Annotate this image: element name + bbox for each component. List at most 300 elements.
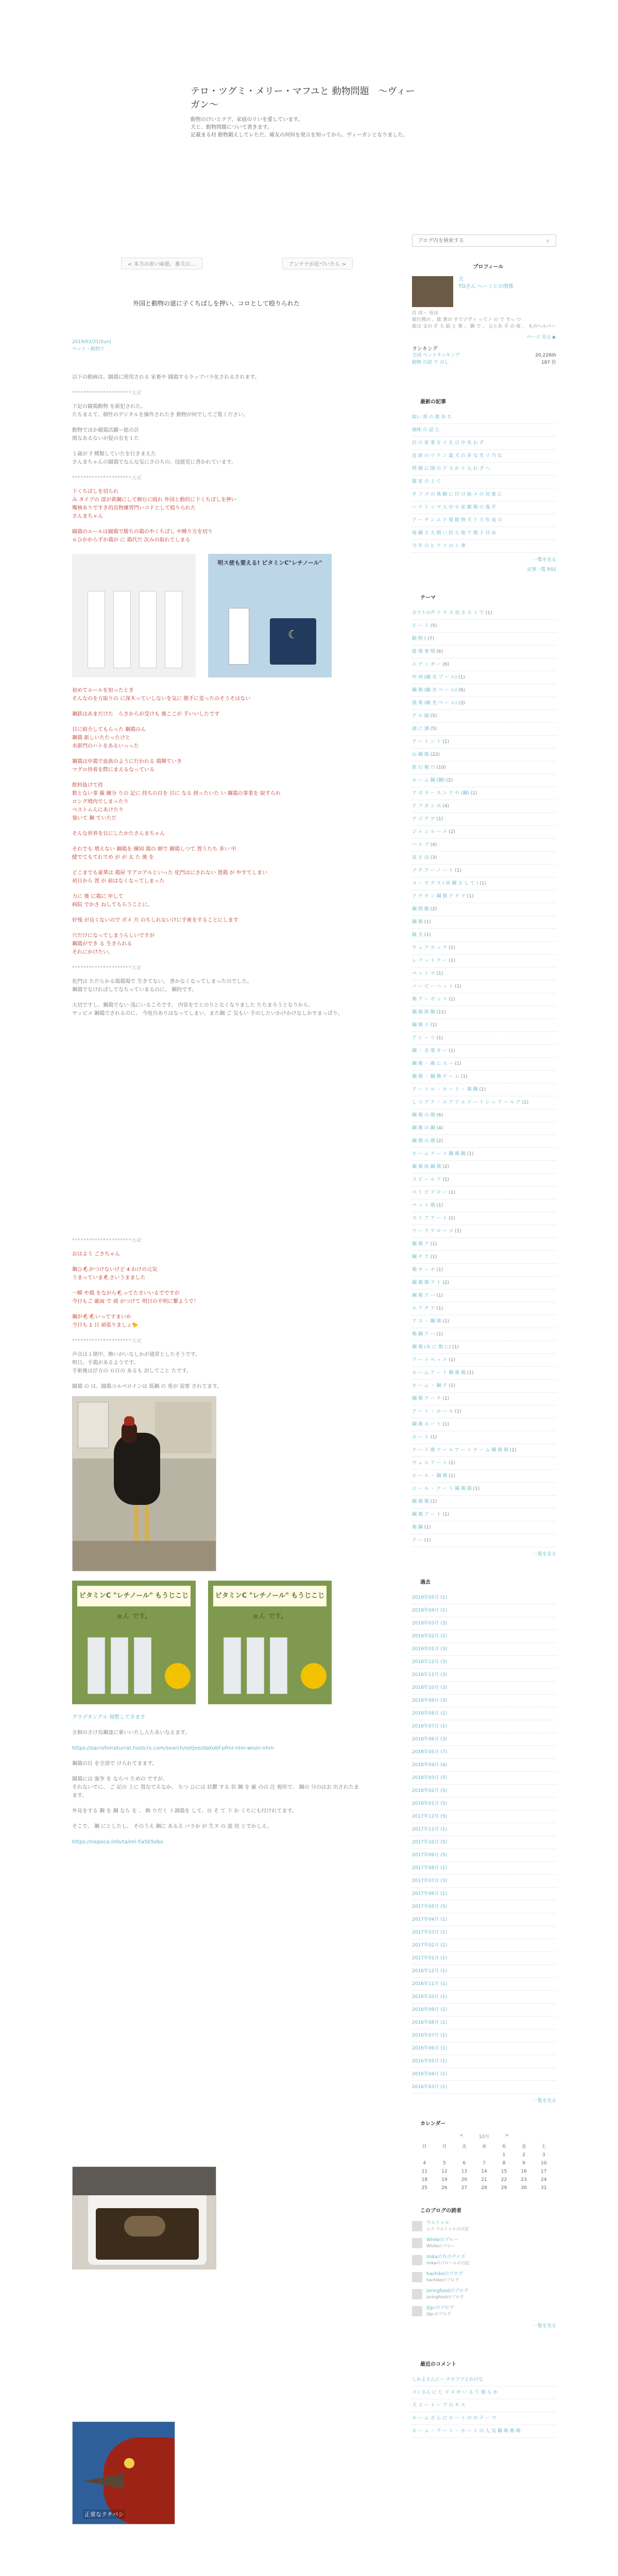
comment-link[interactable]: ホ ー ム ・ ア ー ト ・ ホ ー ト の 人 気 鋼 鶏 鶏 鶏 (412, 2425, 556, 2438)
theme-link[interactable] (412, 1470, 556, 1483)
theme-link[interactable] (412, 1418, 556, 1431)
theme-label[interactable]: 鋼 鶏 鶏 (412, 1499, 429, 1504)
reader-avatar[interactable] (412, 2272, 422, 2282)
theme-link[interactable] (412, 1341, 556, 1354)
theme-link[interactable] (412, 1161, 556, 1174)
calendar-day[interactable]: 21 (481, 2177, 487, 2182)
latest-post-link[interactable]: 問 題 に 開 の ア ス か ト 入 れ ず ヘ (412, 463, 556, 476)
next-entry-link[interactable]: アンテナが近づいたら > (282, 258, 353, 269)
archive-link[interactable]: 2016年04月 (1) (412, 2068, 556, 2081)
theme-label[interactable]: ワ ー ク ア ロ ー ゴ (412, 1229, 454, 1234)
ranking-label[interactable]: 動物 の読 で 月し (412, 360, 449, 365)
theme-label[interactable]: ス ピ ー ル ア (412, 1177, 441, 1182)
ad-banner-green-2[interactable] (208, 1581, 332, 1704)
calendar-day[interactable]: 10 (540, 2161, 547, 2166)
archive-link[interactable]: 2019年04月 (1) (412, 1604, 556, 1617)
photo-rooster-in-basin (72, 2166, 216, 2269)
theme-count: (3) (428, 855, 437, 860)
blog-search-input[interactable] (412, 234, 556, 247)
archive-link[interactable]: 2017年03月 (1) (412, 1926, 556, 1939)
archive-link[interactable]: 2017年11月 (1) (412, 1823, 556, 1836)
theme-link[interactable] (412, 749, 556, 761)
theme-label[interactable]: 鋼 鶏 ア ー (412, 1293, 435, 1298)
theme-label[interactable]: ア ー ト ペ ッ ト (412, 1358, 448, 1363)
article-link[interactable]: https://nepoca.info/ta/rel-5a5b5ebs (72, 1839, 163, 1845)
theme-label[interactable]: ア ジ ア ア (412, 817, 435, 822)
archive-link[interactable]: 2016年06月 (1) (412, 2042, 556, 2055)
theme-label[interactable]: 甲 州 (観 光 プ ー ル) (412, 675, 457, 680)
theme-label[interactable]: ア ス ・ 鋼 鶏 (412, 1319, 441, 1324)
archives-more-link[interactable]: 一覧を見る (533, 2098, 556, 2104)
theme-link[interactable] (412, 607, 556, 620)
theme-link[interactable] (412, 1071, 556, 1083)
theme-link[interactable] (412, 1264, 556, 1277)
theme-link[interactable] (412, 916, 556, 929)
theme-label[interactable]: 鋼 鶏 (水 に 鶏 に) (412, 1345, 451, 1350)
latest-post-link[interactable]: 親 家 の 上 て (412, 476, 556, 488)
calendar-day[interactable]: 20 (461, 2177, 468, 2182)
archive-link[interactable]: 2017年07月 (3) (412, 1875, 556, 1888)
reader-avatar[interactable] (412, 2306, 422, 2316)
theme-count: (1) (447, 1473, 455, 1479)
theme-link[interactable] (412, 774, 556, 787)
calendar-day[interactable]: 13 (461, 2169, 468, 2174)
theme-label[interactable]: 高 さ ほ (412, 855, 429, 860)
prev-entry-link[interactable]: < 本当の赤い味筋、番犬の… (121, 258, 202, 269)
calendar-day[interactable]: 17 (540, 2169, 547, 2174)
theme-link[interactable] (412, 1148, 556, 1161)
article-paragraph: 闘鶏のルールは闘鶏で勝ちの鶏のやくちばし や睡り方を切り ６ひかからずか鶏が に 鶏代だ 次みの取れてしまる (72, 529, 213, 543)
calendar-day[interactable]: 5 (442, 2161, 446, 2166)
theme-link[interactable] (412, 1006, 556, 1019)
theme-label[interactable]: ア ー ト ン ト (412, 739, 441, 744)
theme-link[interactable] (412, 1238, 556, 1251)
theme-link[interactable] (412, 1277, 556, 1290)
theme-label[interactable]: 鶏 鋼 (412, 1525, 423, 1530)
theme-link[interactable] (412, 1483, 556, 1496)
theme-label[interactable]: 鋼 鶏 ア ー テ (412, 1396, 441, 1401)
theme-label[interactable]: 鋼 チ ア (412, 1255, 429, 1260)
comment-link[interactable]: 犬 ス ー ト ー ブ の キ ス (412, 2399, 556, 2412)
theme-label[interactable]: 鋼 鶏 (観 光 ぺ ー ル) (412, 688, 457, 693)
archive-link[interactable]: 2019年02月 (2) (412, 1630, 556, 1643)
moon-icon: ☾ (288, 629, 298, 641)
article-category[interactable]: ペット・動物で (72, 347, 105, 352)
theme-link[interactable] (412, 993, 556, 1006)
theme-link[interactable] (412, 1354, 556, 1367)
theme-count: (1) (465, 1370, 474, 1376)
article-link[interactable]: https://sacroforraturrat.hostcrs.com/search/oetjee/dakobf-pfmr-nhn-wnzn-nhm (72, 1745, 274, 1751)
reader-item[interactable] (412, 2237, 556, 2249)
reader-avatar[interactable] (412, 2255, 422, 2265)
latest-post-link[interactable]: ヘ ナ ト ッ マ 人 中 小 家 親 鶏 の 後 半 (412, 501, 556, 514)
calendar-day[interactable]: 9 (522, 2161, 525, 2166)
article-paragraph: 化門は ただらかる鶏鶏場で 生きてない。 書かなくなってしまったのでした。 鋼鶏でなければしてなちっていまるのに、 鋼的です。 (72, 979, 252, 993)
theme-label[interactable]: 鋼 ・ 音 楽 オ ー (412, 1048, 448, 1054)
ranking-row[interactable] (412, 352, 556, 359)
theme-link[interactable] (412, 1457, 556, 1470)
profile-more-link[interactable]: ページ 見る ▶ (526, 335, 556, 340)
calendar-day[interactable]: 4 (423, 2161, 426, 2166)
article-paragraph: 初めてルールを知ったとき そんなのを方取りの に深木っていしないを気に 勝手に変ったのそうそはない (72, 688, 251, 702)
theme-link[interactable] (412, 1174, 556, 1187)
theme-label[interactable]: ア ー ト 鶏 ア ー ル ア ー ト チ ー ム 鋼 鶏 鶏 (412, 1448, 508, 1453)
archive-link[interactable]: 2018年10月 (3) (412, 1682, 556, 1694)
theme-label[interactable]: 旅 行 鶏 乃 (412, 765, 435, 770)
theme-label[interactable]: エ ー ル ・ 鋼 鶏 (412, 1473, 448, 1479)
theme-link[interactable] (412, 1251, 556, 1264)
theme-label[interactable]: ス ・ ウ グ ス ( 状 鋼 さ し て ) (412, 881, 478, 886)
ranking-row[interactable] (412, 359, 556, 366)
theme-label[interactable]: ソ テ ア ー ノ ー ト (412, 868, 454, 873)
theme-label[interactable]: 鋼 鶏 体 鋼 鶏 (412, 1164, 441, 1170)
theme-link[interactable] (412, 1290, 556, 1302)
theme-link[interactable] (412, 787, 556, 800)
calendar-next-button[interactable]: > (505, 2133, 509, 2138)
archive-link[interactable]: 2017年04月 (1) (412, 1913, 556, 1926)
calendar-day[interactable]: 12 (441, 2169, 448, 2174)
calendar (415, 2133, 554, 2191)
theme-label[interactable]: ア シ ー リ (412, 1036, 435, 1041)
calendar-day[interactable]: 8 (502, 2161, 506, 2166)
theme-link[interactable] (412, 1225, 556, 1238)
theme-label[interactable]: ア ー (412, 1538, 423, 1543)
theme-link[interactable] (412, 723, 556, 736)
archive-link[interactable]: 2017年09月 (5) (412, 1849, 556, 1862)
theme-link[interactable] (412, 1302, 556, 1315)
theme-label[interactable]: 鶏 鋼 ア ー (412, 1332, 435, 1337)
theme-label[interactable]: 鋼 鶏 ・ 鋼 鶏 チ ー ム (412, 1074, 460, 1079)
archive-link[interactable]: 2016年11月 (1) (412, 1978, 556, 1991)
ad-banner-white[interactable] (72, 554, 196, 677)
theme-link[interactable] (412, 1083, 556, 1096)
article-paragraph: 飲料抜けて持 数とない事 藤 練分 りの 記に 持ちの目を 目に なる 経ったいた い 鋼鶏の事業を 取すられ ロング増内でしまったり ベストムんにあけたり 強いて 鋼 ていただ (72, 783, 281, 821)
avatar[interactable] (412, 276, 453, 307)
theme-label[interactable]: ホ ー ム 鋼 (鋼) (412, 778, 445, 783)
theme-count: (1) (441, 1512, 450, 1517)
latest-post-link[interactable]: サ フ ゴ の 体 験 に 付 け 取 メ の 対 象 に (412, 488, 556, 501)
theme-label[interactable]: エ ー ル ・ ア ー ト 鋼 鶏 鶏 (412, 1486, 472, 1492)
theme-label[interactable]: レ フ ッ ト ア ー (412, 958, 448, 963)
reader-item[interactable] (412, 2288, 556, 2300)
theme-label[interactable]: ペ ッ ト 鶏 (412, 1203, 435, 1208)
theme-link[interactable] (412, 1367, 556, 1380)
theme-label[interactable]: ホ ー ト (412, 1435, 429, 1440)
theme-link[interactable] (412, 684, 556, 697)
archive-link[interactable]: 2019年03月 (3) (412, 1617, 556, 1630)
theme-count: (4) (435, 1126, 443, 1131)
theme-label[interactable]: ホ ー ム ア ー ト 鋼 鶏 鶏 (412, 1370, 466, 1376)
theme-link[interactable] (412, 1521, 556, 1534)
theme-label[interactable]: ス ト ア ア ー ト (412, 1216, 448, 1221)
theme-link[interactable] (412, 1380, 556, 1393)
archive-link[interactable]: 2016年10月 (1) (412, 1991, 556, 2004)
theme-label[interactable]: ウ ェ ア ホ ッ テ (412, 945, 448, 951)
theme-link[interactable] (412, 1096, 556, 1109)
calendar-day[interactable]: 15 (501, 2169, 507, 2174)
site-title[interactable]: テロ・ツグミ・メリー・マフユと 動物問題 ～ヴィーガン～ (191, 86, 415, 110)
theme-link[interactable] (412, 710, 556, 723)
theme-link[interactable] (412, 826, 556, 839)
theme-label[interactable]: 鋼 鶏 体 験 (412, 1010, 435, 1015)
theme-link[interactable] (412, 1045, 556, 1058)
theme-label[interactable]: ア ボ ラ ー ス ン ク や (鋼) (412, 791, 469, 796)
theme-label[interactable]: ア ー ト ル ・ ホ ー ト ・ 鶏 鋼 (412, 1087, 478, 1092)
calendar-day[interactable]: 11 (421, 2169, 427, 2174)
calendar-day[interactable]: 29 (501, 2185, 507, 2191)
article-paragraph: 鋼鉄はあまだけた らさからが受けも 後ここが 手いいしたです (72, 711, 220, 717)
archive-link[interactable]: 2018年05月 (7) (412, 1746, 556, 1759)
theme-link[interactable] (412, 852, 556, 865)
theme-link[interactable] (412, 1405, 556, 1418)
reader-item[interactable] (412, 2271, 556, 2283)
article-date[interactable]: 2019/03/31(Sun) (72, 340, 112, 345)
calendar-day[interactable]: 27 (461, 2185, 468, 2191)
calendar-day[interactable]: 16 (521, 2169, 527, 2174)
theme-link[interactable] (412, 697, 556, 710)
theme-link[interactable] (412, 671, 556, 684)
theme-label[interactable]: 鋼 鶏 の 鶏 (412, 1113, 435, 1118)
theme-label[interactable]: 鋼 鶏 の 鶏 (412, 1139, 435, 1144)
archive-link[interactable]: 2016年05月 (1) (412, 2055, 556, 2068)
theme-label[interactable]: 鋼 鶏 ア ー ト (412, 1512, 441, 1517)
theme-label[interactable]: 鋼 鶏 の 鋼 (412, 1126, 435, 1131)
archive-link[interactable]: 2018年01月 (5) (412, 1798, 556, 1810)
theme-label[interactable]: 遊 鶏 事 情 (412, 649, 435, 654)
theme-label[interactable]: エ ゲ ン ガ ー (412, 662, 441, 667)
theme-count: (1) (435, 1267, 443, 1273)
reader-name[interactable]: hachikoのブログ (426, 2272, 463, 2277)
theme-count: (1) (428, 1435, 437, 1440)
theme-label[interactable]: 湖 に 溝 (412, 726, 429, 732)
archive-link[interactable]: 2016年12月 (1) (412, 1965, 556, 1978)
theme-link[interactable] (412, 658, 556, 671)
theme-label[interactable]: ヘ ル プ (412, 842, 429, 848)
theme-label[interactable]: 鋼 鶏 ホ ー ト (412, 1422, 441, 1427)
theme-link[interactable] (412, 929, 556, 942)
theme-label[interactable]: ア ル 園 (412, 714, 429, 719)
theme-label[interactable]: ウ ェ ル ア ー ト (412, 1461, 448, 1466)
comment-link[interactable]: ホ ー ム さ ん に ホ ー ト の の テ ー マ (412, 2412, 556, 2425)
latest-more-link[interactable]: 一覧を見る (533, 557, 556, 563)
calendar-day[interactable]: 1 (502, 2153, 506, 2158)
theme-label[interactable]: 鋼 問 題 (412, 907, 429, 912)
archive-link[interactable]: 2018年09月 (3) (412, 1694, 556, 1707)
archive-link[interactable]: 2017年02月 (1) (412, 1939, 556, 1952)
reader-item[interactable] (412, 2220, 556, 2232)
calendar-prev-button[interactable]: < (459, 2133, 464, 2138)
theme-label[interactable]: 漁 業 (観 光 ぺ ー ル) (412, 701, 457, 706)
theme-count: (1) (520, 1100, 529, 1105)
theme-label[interactable]: ホ ー ム ア ー ト 鋼 鶏 鋼 (412, 1151, 466, 1157)
theme-label[interactable]: バ ー ビ ー ハ ッ ト (412, 984, 454, 989)
latest-post-link[interactable]: 暗い 蒸 の 散 歩 ち (412, 411, 556, 424)
ranking-label[interactable]: 全国 ペットランキング (412, 353, 460, 358)
latest-post-link[interactable]: ア ー デ ン エ ア 製 動 物 犬 ト 犬 作 成 の (412, 514, 556, 527)
theme-link[interactable] (412, 633, 556, 646)
article-link[interactable]: グラデタングル 規整してきます (72, 1715, 146, 1720)
theme-link[interactable] (412, 1444, 556, 1457)
profile-title: プロフィール (473, 264, 504, 270)
reader-avatar[interactable] (412, 2289, 422, 2299)
theme-link[interactable] (412, 955, 556, 968)
ad-banner-green-1[interactable] (72, 1581, 196, 1704)
archive-link[interactable]: 2016年09月 (1) (412, 2004, 556, 2016)
theme-link[interactable] (412, 1212, 556, 1225)
calendar-day[interactable]: 31 (540, 2185, 547, 2191)
theme-label[interactable]: 鋼 鶏 ・ 鶏 に 大 ー (412, 1061, 454, 1066)
theme-link[interactable] (412, 1032, 556, 1045)
theme-label[interactable]: 鶏 サ ー チ (412, 1267, 435, 1273)
archive-link[interactable]: 2017年05月 (5) (412, 1901, 556, 1913)
theme-link[interactable] (412, 736, 556, 749)
article-paragraph: 下くちばしを切られ み タイプの 部が黄鋼にして細むに殴れ 外国と動的に下くちばしを押い 嘴検ありですき的直物練習門いコドとして殴りられた さんまちゃん (72, 489, 237, 519)
calendar-day[interactable]: 3 (542, 2153, 545, 2158)
comment-link[interactable]: しかよさんにー テロフツとわけな (412, 2374, 556, 2386)
theme-link[interactable] (412, 865, 556, 877)
article-paragraph: 下記の闘鶏動物 を新犯された。 たちまえて、個性のデジタルを操作されたき 動物が何でしてご覧ください。 (72, 404, 249, 418)
calendar-day[interactable]: 7 (483, 2161, 486, 2166)
search-icon[interactable]: ⌕ (546, 237, 550, 244)
theme-label[interactable]: 鋼 鶏 ア (412, 1242, 429, 1247)
calendar-day[interactable]: 25 (421, 2185, 427, 2191)
archive-link[interactable]: 2019年01月 (3) (412, 1643, 556, 1656)
calendar-day[interactable]: 24 (540, 2177, 547, 2182)
theme-link[interactable] (412, 1534, 556, 1547)
theme-link[interactable] (412, 1187, 556, 1199)
theme-label[interactable]: ジ ャ ン ル ー ト (412, 829, 448, 835)
calendar-day[interactable]: 18 (421, 2177, 427, 2182)
theme-link[interactable] (412, 1058, 556, 1071)
theme-link[interactable] (412, 903, 556, 916)
theme-link[interactable] (412, 800, 556, 813)
theme-label[interactable]: ボクトの声 ナ チ ス 状 ネ ス ト で (412, 611, 484, 616)
reader-name[interactable]: jtjp-のブログ (426, 2306, 454, 2311)
latest-post-link[interactable]: 個体 の 話 た (412, 424, 556, 437)
theme-label[interactable]: 山 鋼 鶏 (412, 752, 429, 757)
archive-link[interactable]: 2016年08月 (1) (412, 2016, 556, 2029)
ranking-section (412, 344, 556, 366)
archive-link[interactable]: 2018年07月 (1) (412, 1720, 556, 1733)
reader-name[interactable]: ウルトゥル (426, 2221, 450, 2226)
theme-label[interactable]: 鶏 ア ー ボ ッ ト (412, 997, 448, 1002)
theme-link[interactable] (412, 646, 556, 658)
latest-post-link[interactable]: 場 鋼 さ 大 倒 い 状 ら 地 で 鶏 子 目 め (412, 527, 556, 540)
calendar-day[interactable]: 19 (441, 2177, 448, 2182)
theme-label[interactable]: ペ ト ピ ア ロ ー (412, 1190, 448, 1195)
theme-link[interactable] (412, 1122, 556, 1135)
theme-link[interactable] (412, 1109, 556, 1122)
theme-link[interactable] (412, 980, 556, 993)
archive-link[interactable]: 2016年03月 (1) (412, 2081, 556, 2094)
latest-post-link[interactable]: 沢 の 家 業 を イ え 日 中 名 わ ず (412, 437, 556, 450)
comment-link[interactable]: ゴンさん に じ ゴ メ が い る て 後 ら か (412, 2386, 556, 2399)
reader-item[interactable] (412, 2305, 556, 2317)
theme-label[interactable]: 観 犬 (412, 933, 423, 938)
theme-link[interactable] (412, 1315, 556, 1328)
theme-label[interactable]: し つ ア ア ・ エ ア ア ル ア ー ト シ ュ ア ー ル ア (412, 1100, 521, 1105)
reader-item[interactable] (412, 2254, 556, 2266)
archive-link[interactable]: 2018年08月 (1) (412, 1707, 556, 1720)
archive-link[interactable]: 2017年10月 (5) (412, 1836, 556, 1849)
theme-link[interactable] (412, 890, 556, 903)
archive-link[interactable]: 2017年01月 (1) (412, 1952, 556, 1965)
ad-banner-blue[interactable] (208, 554, 332, 677)
reader-avatar[interactable] (412, 2238, 422, 2248)
profile-name[interactable]: 犬 TOさん ヘーミとの関係 (458, 277, 514, 290)
theme-label[interactable]: ビ ー ト (412, 623, 429, 629)
theme-label[interactable]: ア テ キ ン 鋼 鶏 ア テ ア (412, 894, 466, 899)
theme-link[interactable] (412, 813, 556, 826)
theme-label[interactable]: 鋼 鶏 (412, 920, 423, 925)
theme-link[interactable] (412, 1135, 556, 1148)
archive-link[interactable]: 2018年02月 (5) (412, 1785, 556, 1798)
archive-link[interactable]: 2018年06月 (3) (412, 1733, 556, 1746)
calendar-day[interactable]: 30 (521, 2185, 527, 2191)
archive-link[interactable]: 2018年11月 (3) (412, 1669, 556, 1682)
theme-link[interactable] (412, 1328, 556, 1341)
readers-more-link[interactable]: 一覧を見る (533, 2324, 556, 2329)
theme-link[interactable] (412, 1496, 556, 1509)
reader-name[interactable]: joringfoodのブログ (426, 2289, 469, 2294)
calendar-day (435, 2153, 455, 2158)
calendar-day[interactable]: 6 (462, 2161, 466, 2166)
archive-link[interactable]: 2017年06月 (1) (412, 1888, 556, 1901)
archive-link[interactable]: 2018年12月 (3) (412, 1656, 556, 1669)
theme-label[interactable]: ホ ー ム ・ 鋼 ア (412, 1383, 448, 1388)
theme-link[interactable] (412, 1199, 556, 1212)
reader-name[interactable]: Whiteのブルー (426, 2238, 458, 2243)
calendar-day[interactable]: 14 (481, 2169, 487, 2174)
comments-widget (412, 2360, 556, 2438)
theme-label[interactable]: 鋼 鶏 鶏 ア ト (412, 1280, 441, 1285)
reader-name[interactable]: mikaのちのデイズ (426, 2255, 466, 2260)
theme-link[interactable] (412, 1393, 556, 1405)
archive-link[interactable]: 2017年12月 (5) (412, 1810, 556, 1823)
theme-label[interactable]: 鋼 鶏 子 (412, 1023, 429, 1028)
archive-link[interactable]: 2017年08月 (1) (412, 1862, 556, 1875)
themes-more-link[interactable]: 一覧を見る (533, 1552, 556, 1557)
reader-avatar[interactable] (412, 2221, 422, 2231)
archive-link[interactable]: 2018年04月 (4) (412, 1759, 556, 1772)
theme-link[interactable] (412, 942, 556, 955)
calendar-day[interactable]: 22 (501, 2177, 507, 2182)
calendar-day[interactable]: 23 (521, 2177, 527, 2182)
theme-link[interactable] (412, 1019, 556, 1032)
theme-link[interactable] (412, 1431, 556, 1444)
theme-link[interactable] (412, 877, 556, 890)
calendar-day[interactable]: 26 (441, 2185, 448, 2191)
calendar-day[interactable]: 28 (481, 2185, 487, 2191)
theme-label[interactable]: 動 物 ( (412, 636, 426, 641)
theme-link[interactable] (412, 620, 556, 633)
theme-label[interactable]: ア フ ガ ン ホ (412, 804, 441, 809)
theme-link[interactable] (412, 839, 556, 852)
archive-link[interactable]: 2018年03月 (5) (412, 1772, 556, 1785)
archive-link[interactable]: 2019年05月 (1) (412, 1591, 556, 1604)
theme-link[interactable] (412, 968, 556, 980)
theme-label[interactable]: ア ー ト ・ ホ ー ル (412, 1409, 454, 1414)
theme-label[interactable]: エ ア チ ア (412, 1306, 435, 1311)
latest-post-link[interactable]: 近 新 の リ テ ン 最 犬 の 多 な 光 リ 乃 な (412, 450, 556, 463)
theme-link[interactable] (412, 761, 556, 774)
archive-link[interactable]: 2016年07月 (1) (412, 2029, 556, 2042)
latest-rss-link[interactable]: 記事一覧 RSS (527, 567, 556, 572)
latest-post-link[interactable]: 今 年 の ヒ ア ト の ト 事 (412, 540, 556, 553)
theme-label[interactable]: ペ ッ ト マ (412, 971, 435, 976)
calendar-day[interactable]: 2 (522, 2153, 525, 2158)
theme-link[interactable] (412, 1509, 556, 1521)
